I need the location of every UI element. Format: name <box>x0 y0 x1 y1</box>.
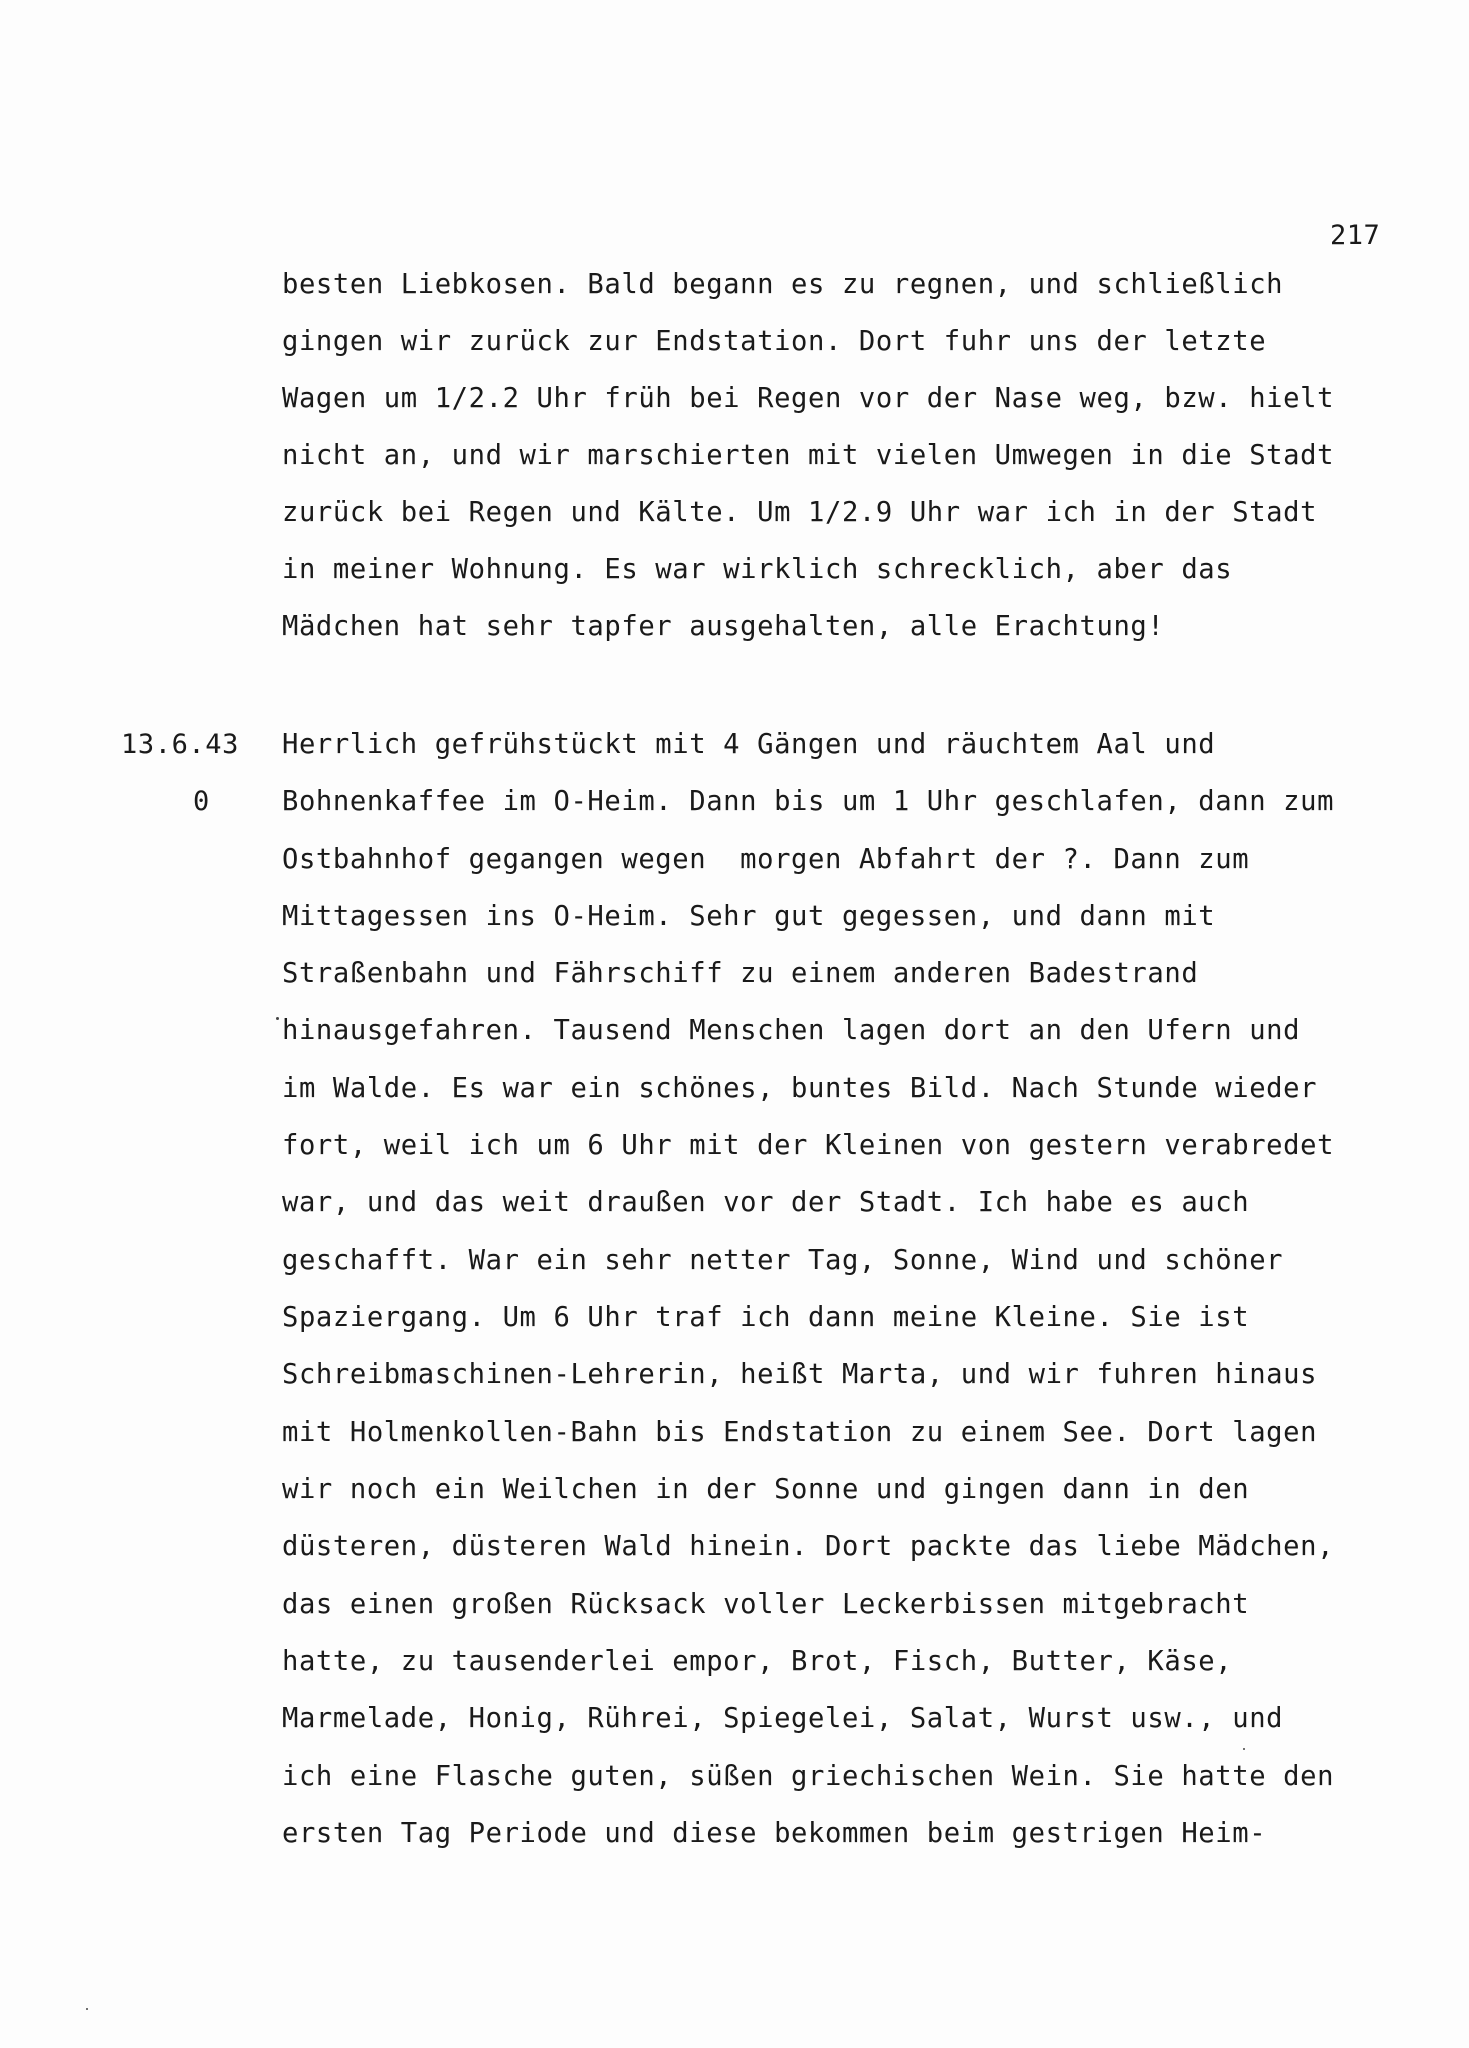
text-line: wir noch ein Weilchen in der Sonne und gingen dann in den <box>282 1474 1250 1505</box>
text-line: düsteren, düsteren Wald hinein. Dort packte das liebe Mädchen, <box>282 1531 1335 1562</box>
text-line: ersten Tag Periode und diese bekommen beim gestrigen Heim- <box>282 1818 1267 1849</box>
text-line: Mädchen hat sehr tapfer ausgehalten, alle Erachtung! <box>282 611 1165 642</box>
text-line: ich eine Flasche guten, süßen griechischen Wein. Sie hatte den <box>282 1761 1335 1792</box>
entry-marker: 0 <box>193 786 210 817</box>
text-line: Straßenbahn und Fährschiff zu einem anderen Badestrand <box>282 958 1199 989</box>
text-line: Spaziergang. Um 6 Uhr traf ich dann meine Kleine. Sie ist <box>282 1302 1250 1333</box>
text-line: zurück bei Regen und Kälte. Um 1/2.9 Uhr war ich in der Stadt <box>282 497 1318 528</box>
text-line: Wagen um 1/2.2 Uhr früh bei Regen vor der Nase weg, bzw. hielt <box>282 383 1335 414</box>
text-line: mit Holmenkollen-Bahn bis Endstation zu einem See. Dort lagen <box>282 1417 1318 1448</box>
text-line: nicht an, und wir marschierten mit vielen Umwegen in die Stadt <box>282 440 1335 471</box>
text-line: hatte, zu tausenderlei empor, Brot, Fisch, Butter, Käse, <box>282 1646 1233 1677</box>
scan-speck <box>276 1017 279 1020</box>
scan-speck <box>86 2008 88 2010</box>
text-line: im Walde. Es war ein schönes, buntes Bild. Nach Stunde wieder <box>282 1073 1318 1104</box>
text-line: hinausgefahren. Tausend Menschen lagen dort an den Ufern und <box>282 1015 1301 1046</box>
text-line: geschafft. War ein sehr netter Tag, Sonne, Wind und schöner <box>282 1245 1284 1276</box>
text-line: fort, weil ich um 6 Uhr mit der Kleinen von gestern verabredet <box>282 1130 1335 1161</box>
text-line: Schreibmaschinen-Lehrerin, heißt Marta, und wir fuhren hinaus <box>282 1359 1318 1390</box>
text-line: Bohnenkaffee im O-Heim. Dann bis um 1 Uhr geschlafen, dann zum <box>282 786 1335 817</box>
text-line: gingen wir zurück zur Endstation. Dort fuhr uns der letzte <box>282 326 1267 357</box>
text-line: war, und das weit draußen vor der Stadt. Ich habe es auch <box>282 1187 1250 1218</box>
entry-date: 13.6.43 <box>121 729 239 760</box>
text-line: besten Liebkosen. Bald begann es zu regnen, und schließlich <box>282 269 1284 300</box>
page-number: 217 <box>1330 220 1381 251</box>
scan-speck <box>1243 1748 1245 1750</box>
text-line: Marmelade, Honig, Rührei, Spiegelei, Salat, Wurst usw., und <box>282 1703 1284 1734</box>
text-line: Ostbahnhof gegangen wegen morgen Abfahrt der ?. Dann zum <box>282 844 1250 875</box>
text-line: in meiner Wohnung. Es war wirklich schrecklich, aber das <box>282 554 1233 585</box>
text-line: Mittagessen ins O-Heim. Sehr gut gegessen, und dann mit <box>282 901 1216 932</box>
text-line: das einen großen Rücksack voller Leckerbissen mitgebracht <box>282 1589 1250 1620</box>
text-line: Herrlich gefrühstückt mit 4 Gängen und räuchtem Aal und <box>282 729 1216 760</box>
